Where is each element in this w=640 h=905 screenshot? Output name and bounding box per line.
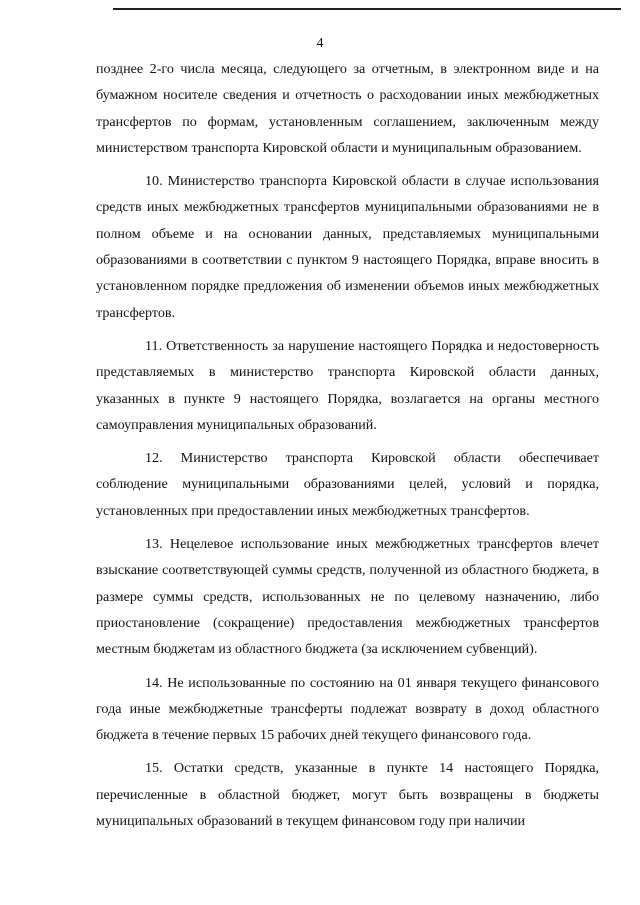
paragraph-15: 15. Остатки средств, указанные в пункте 14 настоящего Порядка, перечисленные в областной бюджет, могут быть возвращены в бюджеты муниципальных образований в текущем финансовом году при наличии	[96, 760, 599, 830]
paragraph-14: 14. Не использованные по состоянию на 01 января текущего финансового года иные межбюджетные трансферты подлежат возврату в доход областного бюджета в течение первых 15 рабочих дней текущего финансового года.	[96, 674, 599, 744]
paragraph-10: 10. Министерство транспорта Кировской области в случае использования средств иных межбюджетных трансфертов муниципальными образованиями не в полном объеме и на основании данных, представляемых муниципальными образованиями в соответствии с пунктом 9 настоящего Порядка, вправе вносить в установленном порядке предложения об изменении объемов иных межбюджетных трансфертов.	[96, 173, 599, 321]
paragraph-continuation: позднее 2-го числа месяца, следующего за отчетным, в электронном виде и на бумажном носителе сведения и отчетность о расходовании иных межбюджетных трансфертов по формам, установленным соглашением, заключенным между министерством транспорта Кировской области и муниципальным образованием.	[96, 61, 599, 156]
paragraph-11: 11. Ответственность за нарушение настоящего Порядка и недостоверность представляемых в министерство транспорта Кировской области данных, указанных в пункте 9 настоящего Порядка, возлагается на органы местного самоуправления муниципальных образований.	[96, 337, 599, 433]
top-rule	[113, 8, 621, 10]
page-number: 4	[316, 36, 324, 51]
document-body	[96, 56, 599, 834]
paragraph-13: 13. Нецелевое использование иных межбюджетных трансфертов влечет взыскание соответствующей суммы средств, полученной из областного бюджета, в размере суммы средств, использованных не по целевому назначению, либо приостановление (сокращение) предоставления межбюджетных трансфертов местным бюджетам из областного бюджета (за исключением субвенций).	[96, 536, 599, 658]
paragraph-12: 12. Министерство транспорта Кировской области обеспечивает соблюдение муниципальными образованиями целей, условий и порядка, установленных при предоставлении иных межбюджетных трансфертов.	[96, 450, 599, 519]
